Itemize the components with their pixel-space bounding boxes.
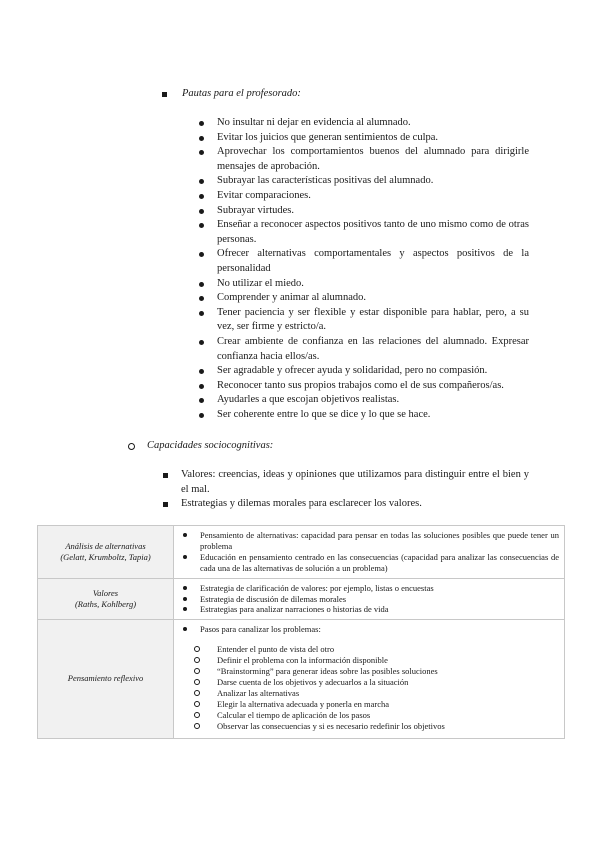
row-label: Pensamiento reflexivo bbox=[38, 620, 174, 738]
circle-bullet-icon bbox=[194, 723, 200, 729]
bullet-icon bbox=[199, 136, 204, 141]
list-item: Enseñar a reconocer aspectos positivos tanto de uno mismo como de otras personas. bbox=[199, 218, 529, 247]
bullet-icon bbox=[199, 413, 204, 418]
bullet-icon bbox=[199, 296, 204, 301]
bullet-icon bbox=[199, 179, 204, 184]
sublist-item: Darse cuenta de los objetivos y adecuarlos a la situación bbox=[182, 677, 559, 688]
list-item: Estrategia de clarificación de valores: por ejemplo, listas o encuestas bbox=[182, 583, 559, 594]
circle-bullet-icon bbox=[194, 690, 200, 696]
socio-heading-text: Capacidades sociocognitivas: bbox=[147, 440, 274, 451]
table-row bbox=[38, 578, 565, 620]
sublist-item: Analizar las alternativas bbox=[182, 688, 559, 699]
list-item: Educación en pensamiento centrado en las consecuencias (capacidad para analizar las consecuencias de cada una de las alternativas de solución a un problema) bbox=[182, 552, 559, 574]
row-label: Análisis de alternativas (Gelatt, Krumboltz, Tapia) bbox=[38, 526, 174, 579]
bullet-icon bbox=[199, 311, 204, 316]
sublist-item: Definir el problema con la información disponible bbox=[182, 655, 559, 666]
bullet-icon bbox=[199, 194, 204, 199]
bullet-icon bbox=[199, 398, 204, 403]
row-content bbox=[174, 620, 565, 738]
bullet-icon bbox=[183, 627, 187, 631]
list-item: No insultar ni dejar en evidencia al alumnado. bbox=[199, 116, 529, 131]
sublist-item: “Brainstorming” para generar ideas sobre las posibles soluciones bbox=[182, 666, 559, 677]
sublist bbox=[182, 644, 559, 731]
sublist-item: Observar las consecuencias y si es necesario redefinir los objetivos bbox=[182, 721, 559, 732]
list-item: No utilizar el miedo. bbox=[199, 277, 529, 292]
list-item: Estrategias para analizar narraciones o historias de vida bbox=[182, 604, 559, 615]
capacidades-table bbox=[37, 525, 565, 739]
circle-bullet-icon bbox=[194, 712, 200, 718]
bullet-icon bbox=[199, 150, 204, 155]
circle-bullet-icon bbox=[194, 657, 200, 663]
square-bullet-icon bbox=[162, 92, 167, 97]
bullet-icon bbox=[183, 586, 187, 590]
list-item: Estrategias y dilemas morales para esclarecer los valores. bbox=[163, 497, 529, 512]
bullet-icon bbox=[199, 369, 204, 374]
table-row bbox=[38, 526, 565, 579]
circle-bullet-icon bbox=[194, 679, 200, 685]
list-item: Pensamiento de alternativas: capacidad para pensar en todas las soluciones posibles que puede tener un problema bbox=[182, 530, 559, 552]
list-item: Pasos para canalizar los problemas: bbox=[182, 624, 559, 635]
bullet-icon bbox=[199, 384, 204, 389]
list-item: Reconocer tanto sus propios trabajos como el de sus compañeros/as. bbox=[199, 379, 529, 394]
list-item: Ayudarles a que escojan objetivos realistas. bbox=[199, 393, 529, 408]
list-item: Subrayar las características positivas del alumnado. bbox=[199, 174, 529, 189]
sublist-item: Entender el punto de vista del otro bbox=[182, 644, 559, 655]
socio-list bbox=[163, 468, 529, 512]
circle-bullet-icon bbox=[194, 701, 200, 707]
pautas-list bbox=[199, 116, 529, 422]
list-item: Aprovechar los comportamientos buenos del alumnado para dirigirle mensajes de aprobación. bbox=[199, 145, 529, 174]
bullet-icon bbox=[199, 209, 204, 214]
bullet-icon bbox=[199, 340, 204, 345]
bullet-icon bbox=[199, 223, 204, 228]
list-item: Evitar los juicios que generan sentimientos de culpa. bbox=[199, 131, 529, 146]
bullet-icon bbox=[183, 597, 187, 601]
list-item: Comprender y animar al alumnado. bbox=[199, 291, 529, 306]
square-bullet-icon bbox=[163, 502, 168, 507]
list-item: Ser agradable y ofrecer ayuda y solidaridad, pero no compasión. bbox=[199, 364, 529, 379]
bullet-icon bbox=[199, 121, 204, 126]
list-item: Valores: creencias, ideas y opiniones que utilizamos para distinguir entre el bien y el mal. bbox=[163, 468, 529, 497]
list-item: Ser coherente entre lo que se dice y lo que se hace. bbox=[199, 408, 529, 423]
pautas-heading-text: Pautas para el profesorado: bbox=[182, 88, 301, 99]
circle-bullet-icon bbox=[194, 646, 200, 652]
bullet-icon bbox=[199, 282, 204, 287]
list-item: Ofrecer alternativas comportamentales y aspectos positivos de la personalidad bbox=[199, 247, 529, 276]
bullet-icon bbox=[183, 533, 187, 537]
list-item: Tener paciencia y ser flexible y estar disponible para hablar, pero, a su vez, ser firme y estricto/a. bbox=[199, 306, 529, 335]
bullet-icon bbox=[183, 607, 187, 611]
row-content bbox=[174, 526, 565, 579]
sublist-item: Elegir la alternativa adecuada y ponerla en marcha bbox=[182, 699, 559, 710]
list-item: Subrayar virtudes. bbox=[199, 204, 529, 219]
circle-bullet-icon bbox=[128, 443, 135, 450]
bullet-icon bbox=[183, 555, 187, 559]
circle-bullet-icon bbox=[194, 668, 200, 674]
list-item: Crear ambiente de confianza en las relaciones del alumnado. Expresar confianza hacia ellos/as. bbox=[199, 335, 529, 364]
bullet-icon bbox=[199, 252, 204, 257]
square-bullet-icon bbox=[163, 473, 168, 478]
row-label: Valores (Raths, Kohlberg) bbox=[38, 578, 174, 620]
sublist-item: Calcular el tiempo de aplicación de los pasos bbox=[182, 710, 559, 721]
row-content bbox=[174, 578, 565, 620]
table-row bbox=[38, 620, 565, 738]
list-item: Evitar comparaciones. bbox=[199, 189, 529, 204]
list-item: Estrategia de discusión de dilemas morales bbox=[182, 594, 559, 605]
